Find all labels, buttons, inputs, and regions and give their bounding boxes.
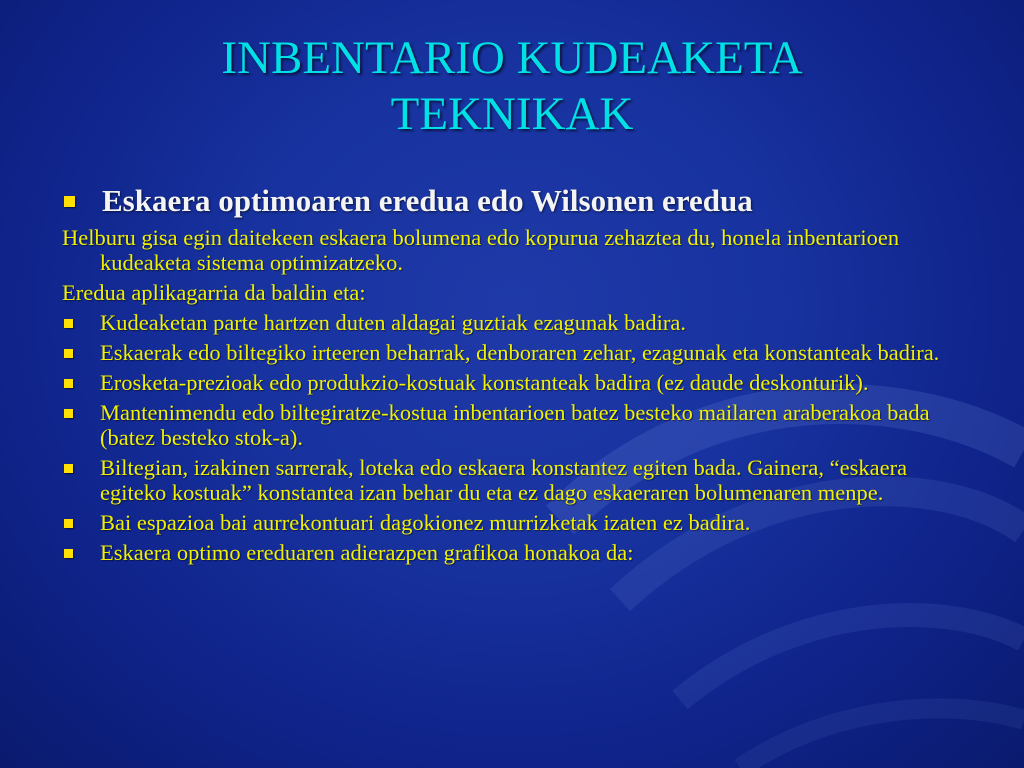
list-item-text: Eskaera optimo ereduaren adierazpen grafikoa honakoa da: (100, 540, 634, 565)
list-item (62, 310, 962, 335)
slide-title-line-1: INBENTARIO KUDEAKETA (221, 32, 803, 84)
intro-paragraph: Helburu gisa egin daitekeen eskaera bolumena edo kopurua zehaztea du, honela inbentarioen kudeaketa sistema optimizatzeko. (62, 225, 900, 275)
list-item (62, 370, 962, 395)
list-item (62, 455, 962, 505)
list-item (62, 400, 962, 450)
square-bullet-icon (64, 319, 73, 328)
square-bullet-icon (64, 549, 73, 558)
slide-title (0, 30, 1024, 142)
list-item-text: Bai espazioa bai aurrekontuari dagokionez murrizketak izaten ez badira. (100, 510, 751, 535)
list-item-text: Eskaerak edo biltegiko irteeren beharrak, denboraren zehar, ezagunak eta konstanteak badira. (100, 340, 940, 365)
slide-title-line-2: TEKNIKAK (390, 88, 634, 140)
list-item (62, 510, 962, 535)
section-heading (62, 183, 962, 219)
square-bullet-icon (64, 519, 73, 528)
list-item-text: Erosketa-prezioak edo produkzio-kostuak konstanteak badira (ez daude deskonturik). (100, 370, 869, 395)
list-item (62, 340, 962, 365)
square-bullet-icon (64, 349, 73, 358)
square-bullet-icon (64, 464, 73, 473)
list-item-text: Kudeaketan parte hartzen duten aldagai guztiak ezagunak badira. (100, 310, 686, 335)
slide-content (62, 183, 962, 570)
square-bullet-icon (64, 196, 75, 207)
section-heading-text: Eskaera optimoaren eredua edo Wilsonen eredua (102, 183, 753, 218)
square-bullet-icon (64, 409, 73, 418)
condition-lead: Eredua aplikagarria da baldin eta: (62, 280, 366, 305)
list-item-text: Biltegian, izakinen sarrerak, loteka edo eskaera konstantez egiten bada. Gainera, “eskaera egiteko kostuak” konstantea izan behar du eta ez dago eskaeraren bolumenaren menpe. (100, 455, 908, 505)
list-item (62, 540, 962, 565)
list-item-text: Mantenimendu edo biltegiratze-kostua inbentarioen batez besteko mailaren araberakoa bada (batez besteko stok-a). (100, 400, 930, 450)
square-bullet-icon (64, 379, 73, 388)
